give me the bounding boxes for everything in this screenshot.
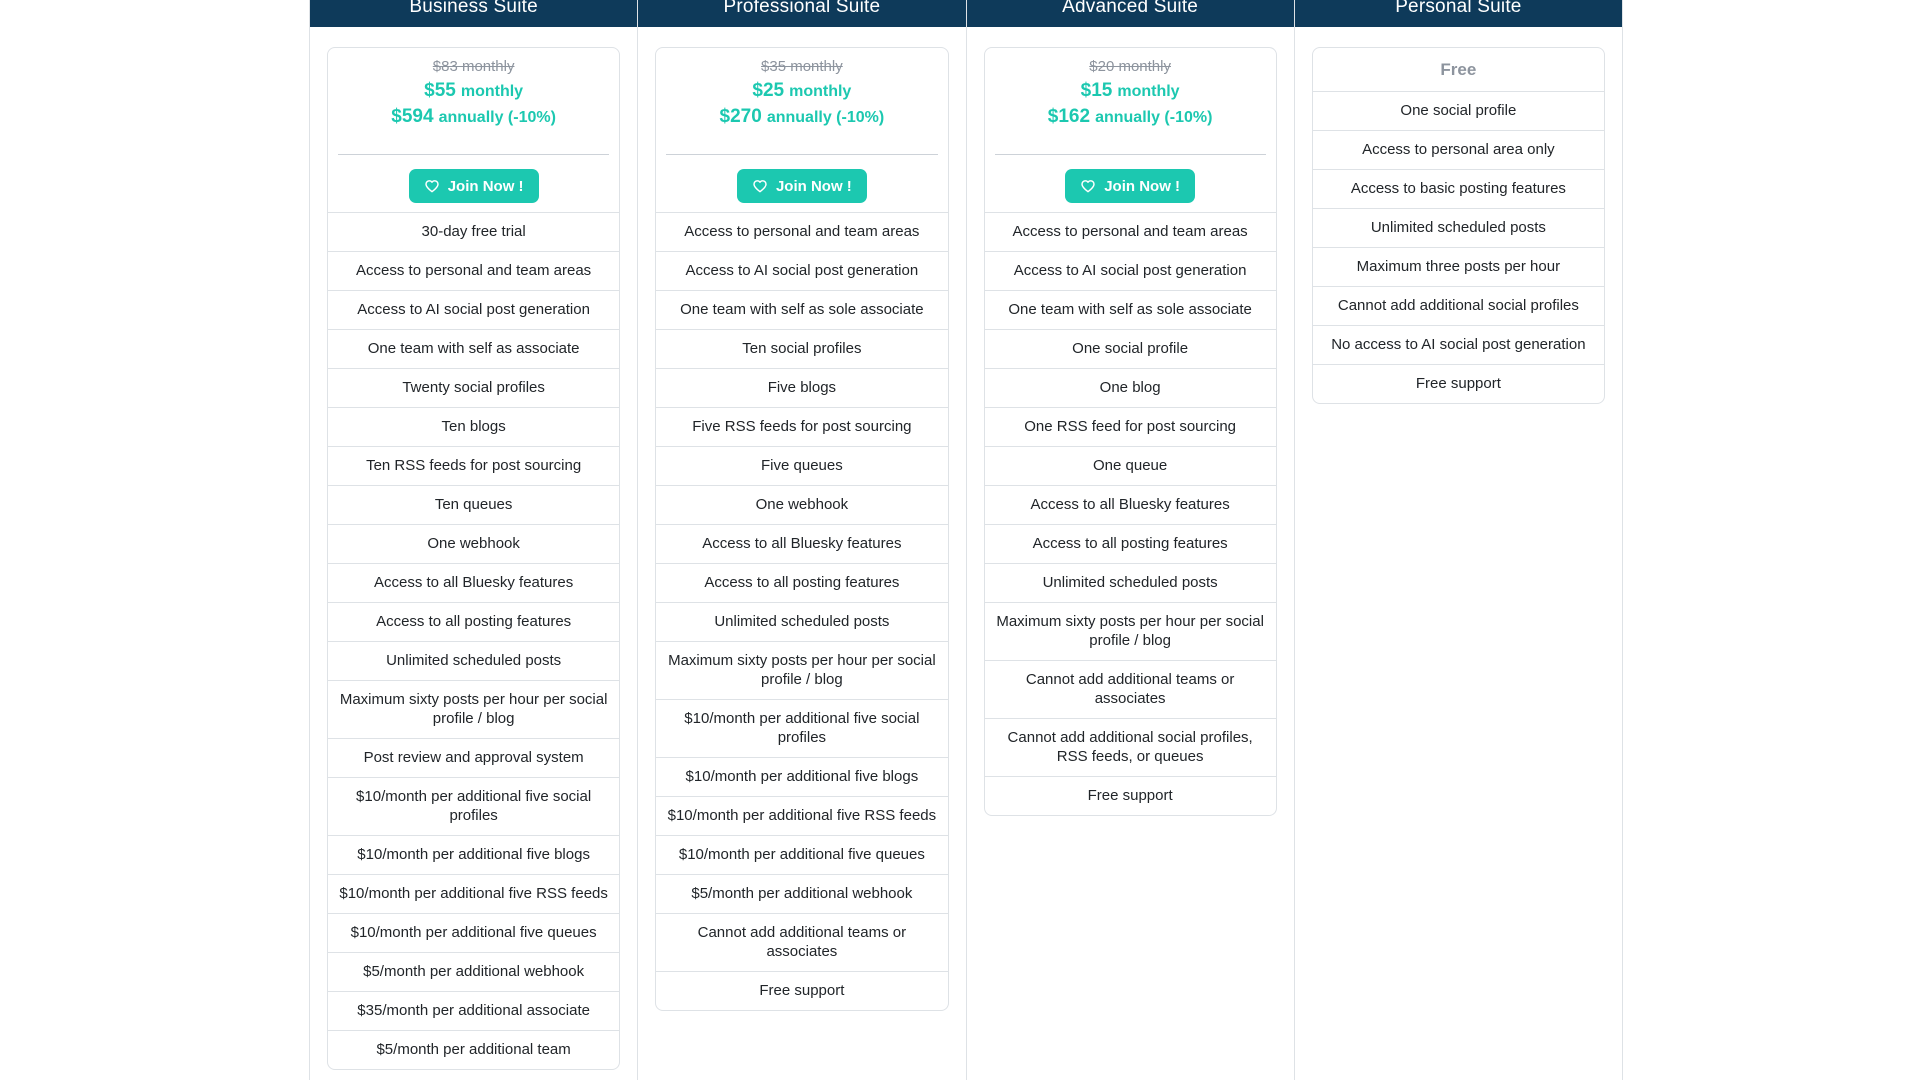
- column-personal: [1295, 0, 1623, 1080]
- join-now-button[interactable]: [737, 169, 867, 203]
- plan-card: [1312, 47, 1605, 404]
- heart-outline-icon: [424, 178, 440, 194]
- feature-item: Access to AI social post generation: [985, 251, 1276, 290]
- feature-item: Access to all Bluesky features: [328, 563, 619, 602]
- feature-item: Access to all Bluesky features: [656, 524, 947, 563]
- feature-item: Unlimited scheduled posts: [1313, 208, 1604, 247]
- feature-item: Access to all posting features: [656, 563, 947, 602]
- feature-item: Free support: [1313, 364, 1604, 403]
- feature-item: $10/month per additional five RSS feeds: [656, 796, 947, 835]
- feature-item: Maximum sixty posts per hour per social profile / blog: [656, 641, 947, 699]
- monthly-price-suffix: monthly: [1117, 83, 1180, 100]
- feature-item: Post review and approval system: [328, 738, 619, 777]
- price-block: [985, 48, 1276, 129]
- heart-outline-icon: [752, 178, 768, 194]
- price-block: [328, 48, 619, 129]
- feature-item: Unlimited scheduled posts: [656, 602, 947, 641]
- monthly-price: [328, 80, 619, 103]
- feature-item: 30-day free trial: [328, 212, 619, 251]
- join-button-row: [985, 155, 1276, 212]
- join-now-button[interactable]: [1065, 169, 1195, 203]
- feature-item: $5/month per additional team: [328, 1030, 619, 1069]
- old-price: $35 monthly: [761, 58, 843, 75]
- annual-price-suffix: annually (-10%): [438, 109, 556, 126]
- column-advanced: [967, 0, 1295, 1080]
- plan-card: [984, 47, 1277, 816]
- feature-item: Access to basic posting features: [1313, 169, 1604, 208]
- feature-item: Twenty social profiles: [328, 368, 619, 407]
- feature-item: Five queues: [656, 446, 947, 485]
- plan-card: [655, 47, 948, 1011]
- column-title: Business Suite: [409, 0, 538, 17]
- monthly-price-amount: $25: [752, 80, 785, 101]
- feature-item: $10/month per additional five RSS feeds: [328, 874, 619, 913]
- column-body: [638, 27, 965, 1011]
- feature-item: One webhook: [328, 524, 619, 563]
- feature-item: $10/month per additional five blogs: [656, 757, 947, 796]
- column-header: [967, 0, 1294, 27]
- column-title: Professional Suite: [723, 0, 881, 17]
- feature-item: One webhook: [656, 485, 947, 524]
- feature-item: No access to AI social post generation: [1313, 325, 1604, 364]
- feature-item: One team with self as sole associate: [656, 290, 947, 329]
- feature-item: Access to personal area only: [1313, 130, 1604, 169]
- column-professional: [638, 0, 966, 1080]
- feature-item: $10/month per additional five queues: [328, 913, 619, 952]
- feature-item: Five RSS feeds for post sourcing: [656, 407, 947, 446]
- join-button-row: [328, 155, 619, 212]
- feature-item: Ten social profiles: [656, 329, 947, 368]
- annual-price: [985, 106, 1276, 129]
- old-price: $83 monthly: [432, 58, 515, 75]
- feature-item: Ten RSS feeds for post sourcing: [328, 446, 619, 485]
- feature-list: [985, 212, 1276, 815]
- feature-item: $10/month per additional five queues: [656, 835, 947, 874]
- feature-item: Maximum sixty posts per hour per social profile / blog: [328, 680, 619, 738]
- join-now-button-label: Join Now !: [775, 177, 852, 195]
- join-now-button[interactable]: [409, 169, 539, 203]
- feature-item: Cannot add additional social profiles: [1313, 286, 1604, 325]
- monthly-price-suffix: monthly: [460, 83, 524, 100]
- feature-item: Free support: [656, 971, 947, 1010]
- feature-item: One social profile: [1313, 91, 1604, 130]
- feature-item: Access to personal and team areas: [328, 251, 619, 290]
- heart-outline-icon: [1080, 178, 1096, 194]
- feature-item: Access to personal and team areas: [985, 212, 1276, 251]
- join-now-button-label: Join Now !: [447, 177, 524, 195]
- column-body: [967, 27, 1294, 816]
- feature-item: Cannot add additional social profiles, RSS feeds, or queues: [985, 718, 1276, 776]
- feature-item: $10/month per additional five social profiles: [328, 777, 619, 835]
- annual-price-suffix: annually (-10%): [766, 109, 885, 126]
- feature-list: [328, 212, 619, 1069]
- annual-price-amount: $270: [719, 106, 762, 127]
- feature-item: Access to all posting features: [985, 524, 1276, 563]
- feature-item: One RSS feed for post sourcing: [985, 407, 1276, 446]
- price-block: [656, 48, 947, 129]
- feature-item: Access to AI social post generation: [328, 290, 619, 329]
- annual-price-amount: $594: [391, 106, 434, 127]
- feature-item: One social profile: [985, 329, 1276, 368]
- feature-item: Ten blogs: [328, 407, 619, 446]
- feature-item: $10/month per additional five blogs: [328, 835, 619, 874]
- feature-item: One team with self as associate: [328, 329, 619, 368]
- feature-item: $5/month per additional webhook: [656, 874, 947, 913]
- monthly-price-amount: $15: [1080, 80, 1113, 101]
- column-header: [1295, 0, 1622, 27]
- column-body: [1295, 27, 1622, 404]
- monthly-price: [985, 80, 1276, 103]
- feature-item: $10/month per additional five social profiles: [656, 699, 947, 757]
- column-title: Personal Suite: [1395, 0, 1522, 17]
- column-header: [638, 0, 965, 27]
- feature-item: Five blogs: [656, 368, 947, 407]
- feature-item: One queue: [985, 446, 1276, 485]
- feature-item: Free support: [985, 776, 1276, 815]
- feature-item: Cannot add additional teams or associates: [985, 660, 1276, 718]
- column-business: [310, 0, 638, 1080]
- feature-item: Access to AI social post generation: [656, 251, 947, 290]
- feature-item: Cannot add additional teams or associates: [656, 913, 947, 971]
- column-header: [310, 0, 637, 27]
- monthly-price: [656, 80, 947, 103]
- feature-item: $5/month per additional webhook: [328, 952, 619, 991]
- feature-item: Access to personal and team areas: [656, 212, 947, 251]
- column-body: [310, 27, 637, 1070]
- feature-item: Access to all Bluesky features: [985, 485, 1276, 524]
- feature-item: Unlimited scheduled posts: [985, 563, 1276, 602]
- feature-item: Access to all posting features: [328, 602, 619, 641]
- monthly-price-suffix: monthly: [789, 83, 852, 100]
- feature-list: [1313, 91, 1604, 403]
- pricing-table: [309, 0, 1623, 1080]
- feature-list: [656, 212, 947, 1010]
- feature-item: Maximum sixty posts per hour per social profile / blog: [985, 602, 1276, 660]
- annual-price: [656, 106, 947, 129]
- feature-item: One team with self as sole associate: [985, 290, 1276, 329]
- join-button-row: [656, 155, 947, 212]
- free-plan-label: Free: [1440, 60, 1477, 79]
- feature-item: One blog: [985, 368, 1276, 407]
- column-title: Advanced Suite: [1062, 0, 1199, 17]
- old-price: $20 monthly: [1089, 58, 1171, 75]
- plan-card: [327, 47, 620, 1070]
- feature-item: Unlimited scheduled posts: [328, 641, 619, 680]
- feature-item: $35/month per additional associate: [328, 991, 619, 1030]
- annual-price: [328, 106, 619, 129]
- monthly-price-amount: $55: [424, 80, 456, 101]
- feature-item: Ten queues: [328, 485, 619, 524]
- annual-price-suffix: annually (-10%): [1095, 109, 1213, 126]
- join-now-button-label: Join Now !: [1104, 177, 1181, 195]
- annual-price-amount: $162: [1047, 106, 1091, 127]
- feature-item: Maximum three posts per hour: [1313, 247, 1604, 286]
